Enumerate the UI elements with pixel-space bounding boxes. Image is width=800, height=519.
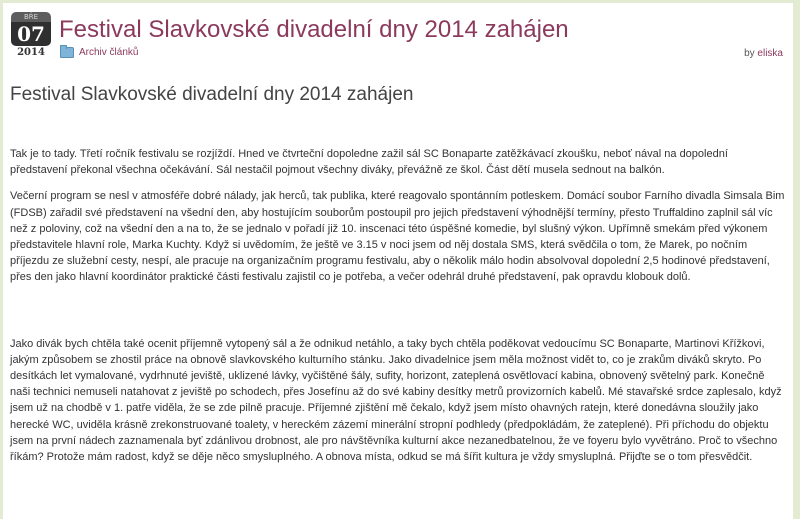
article-heading: Festival Slavkovské divadelní dny 2014 zahájen: [10, 84, 414, 105]
category-label: Archiv článků: [79, 47, 139, 58]
author-link[interactable]: eliska: [757, 48, 783, 59]
folder-icon: [60, 47, 74, 58]
article-paragraph: Tak je to tady. Třetí ročník festivalu se rozjíždí. Hned ve čtvrteční dopoledne zažil sál SC Bonaparte zatěžkávací zkoušku, neboť nával na dopolední představení překonal všechna očekávání. Sál nestačil pojmout všechny diváky, převážně ze škol. Část dětí musela sednout na balkón.: [10, 148, 728, 177]
article-paragraph: Večerní program se nesl v atmosféře dobré nálady, jak herců, tak publika, které reagovalo spontánním potleskem. Domácí soubor Farního divadla Simsala Bim (FDSB) zařadil své představení na všední den, aby hostujícím souborům postoupil pro jejich představení výhodnější termíny, přesto Truffaldino zaplnil sál víc než z poloviny, což na všední den a na to, že se jednalo v pořadí již 10. inscenaci této úspěšné komedie, byl slušný výkon. Upřímně smekám před výkonem představitele hlavní role, Marka Kuchty. Když si uvědomím, že ještě ve 3.15 v noci jsem od něj dostala SMS, která svědčila o tom, že Marek, po nočním příjezdu ze služební cesty, nespí, ale pracuje na organizačním programu festivalu, aby o několik málo hodin absolvoval dopolední 2,5 hodinové představení, přes den jako hlavní koordinátor praktické části festivalu zajistil co je potřeba, a večer odehrál druhé představení, pak opravdu klobouk dolů.: [10, 190, 785, 284]
article-paragraph: Jako divák bych chtěla také ocenit příjemně vytopený sál a že odnikud netáhlo, a taky bych chtěla poděkovat vedoucímu SC Bonaparte, Martinovi Křížkovi, jakým způsobem se zhostil práce na obnově slavkovského kulturního stánku. Jako divadelnice jsem měla možnost vidět to, co je zrakům diváků skryto. Po desítkách let vymalované, vydrhnuté jeviště, uklizené lávky, vyčištěné šály, sufity, horizont, zateplená osvětlovací kabina, obnovený světelný park. Konečně naši technici nemuseli natahovat z jeviště po schodech, přes Josefínu až do své kabiny desítky metrů provizorních kabelů. Mé stavařské srdce zaplesalo, když jsem už na chodbě v 1. patře viděla, že se zde pilně pracuje. Příjemné zjištění mě čekalo, když jsem místo ohavných ratejn, které donedávna sloužily jako herecké WC, uviděla krásně zrekonstruované toalety, v hereckém zázemí minerální stropní podhledy (předpokládám, že zateplené). Při příchodu do objektu jsem na první nádech zaznamenala byť zdánlivou drobnost, ale pro návštěvníka kulturní akce nezanedbatelnou, že ve foyeru bylo vyvětráno. Proč to všechno říkám? Protože mám radost, když se děje něco smysluplného. A obnova místa, odkud se má šířit kultura je vždy smysluplná. Přijďte se o tom přesvědčit.: [10, 337, 782, 464]
post-title-link[interactable]: Festival Slavkovské divadelní dny 2014 zahájen: [59, 16, 569, 43]
article-body: [10, 146, 785, 475]
date-day: 07: [11, 22, 51, 46]
post-container: [3, 3, 793, 519]
date-badge: [11, 12, 51, 60]
byline-prefix: by: [744, 48, 755, 59]
date-year: 2014: [17, 47, 45, 58]
category-link[interactable]: [60, 47, 138, 58]
byline: [744, 48, 783, 59]
date-month: BŘE: [11, 12, 51, 22]
